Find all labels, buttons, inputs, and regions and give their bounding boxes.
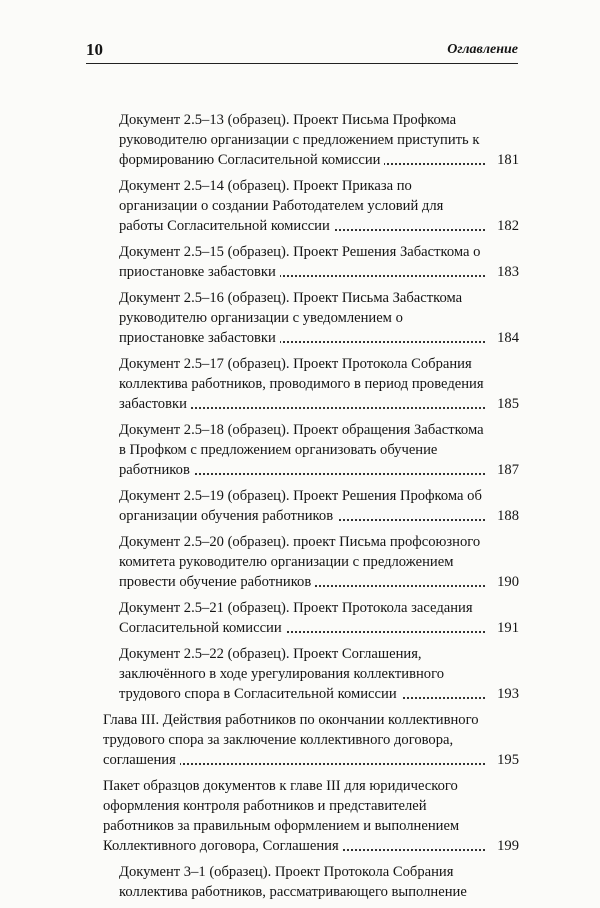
toc-entry-text: Документ 2.5–17 (образец). Проект Протокола Собрания коллектива работников, проводимого в период проведения забастовки xyxy=(119,356,484,412)
toc-entry-page: 199 xyxy=(497,838,519,854)
toc-entry-text: Документ 2.5–20 (образец). проект Письма профсоюзного комитета руководителю организации с предложением провести обучение работников xyxy=(119,534,481,590)
toc-entry xyxy=(119,532,519,592)
toc-entry-page: 184 xyxy=(497,330,519,346)
toc-entry-text: Документ 2.5–15 (образец). Проект Решения Забасткома о приостановке забастовки xyxy=(119,244,481,280)
toc-entry xyxy=(119,644,519,704)
header-rule xyxy=(86,63,518,64)
toc-entry xyxy=(119,862,519,902)
toc-entry-page: 187 xyxy=(497,462,519,478)
toc-entry-text: Пакет образцов документов к главе III для юридического оформления контроля работников и представителей работников за правильным оформлением и выполнением Коллективного договора, Соглашения xyxy=(103,778,460,854)
toc-entry-text: Глава III. Действия работников по окончании коллективного трудового спора за заключение коллективного договора, соглашения xyxy=(103,712,479,768)
page-number: 10 xyxy=(86,40,103,59)
toc-entry-text: Документ 2.5–16 (образец). Проект Письма Забасткома руководителю организации с уведомлением о приостановке забастовки xyxy=(119,290,463,346)
toc-entry-page: 181 xyxy=(497,152,519,168)
toc-entry xyxy=(119,288,519,348)
toc-entry xyxy=(119,598,519,638)
toc-entry xyxy=(119,486,519,526)
toc-entry-page: 188 xyxy=(497,508,519,524)
toc-chapter-entry xyxy=(103,710,519,770)
toc-entry-page: 182 xyxy=(497,218,519,234)
toc-entry-page: 190 xyxy=(497,574,519,590)
toc-entry-text: Документ 2.5–19 (образец). Проект Решения Профкома об организации обучения работников xyxy=(119,488,482,524)
toc-entry-page: 195 xyxy=(497,752,519,768)
running-header xyxy=(86,40,518,62)
table-of-contents xyxy=(103,110,519,908)
toc-entry-page: 183 xyxy=(497,264,519,280)
section-title: Оглавление xyxy=(447,42,518,57)
toc-entry xyxy=(119,176,519,236)
toc-entry-text: Документ 2.5–21 (образец). Проект Протокола заседания Согласительной комиссии xyxy=(119,600,473,636)
toc-entry-page: 191 xyxy=(497,620,519,636)
toc-entry-text: Документ 3–1 (образец). Проект Протокола Собрания коллектива работников, рассматривающего выполнение xyxy=(119,864,471,900)
toc-entry-text: Документ 2.5–13 (образец). Проект Письма Профкома руководителю организации с предложением приступить к формированию Согласительной комиссии xyxy=(119,112,480,168)
toc-entry xyxy=(119,354,519,414)
toc-entry xyxy=(119,420,519,480)
toc-entry-page: 193 xyxy=(497,686,519,702)
toc-entry xyxy=(119,110,519,170)
toc-entry-page: 185 xyxy=(497,396,519,412)
toc-entry xyxy=(119,242,519,282)
toc-entry-text: Документ 2.5–22 (образец). Проект Соглашения, заключённого в ходе урегулирования коллективного трудового спора в Согласительной комиссии xyxy=(119,646,445,702)
toc-package-entry xyxy=(103,776,519,856)
toc-entry-text: Документ 2.5–18 (образец). Проект обращения Забасткома в Профком с предложением организовать обучение работников xyxy=(119,422,484,478)
toc-entry-text: Документ 2.5–14 (образец). Проект Приказа по организации о создании Работодателем условий для работы Согласительной комиссии xyxy=(119,178,444,234)
